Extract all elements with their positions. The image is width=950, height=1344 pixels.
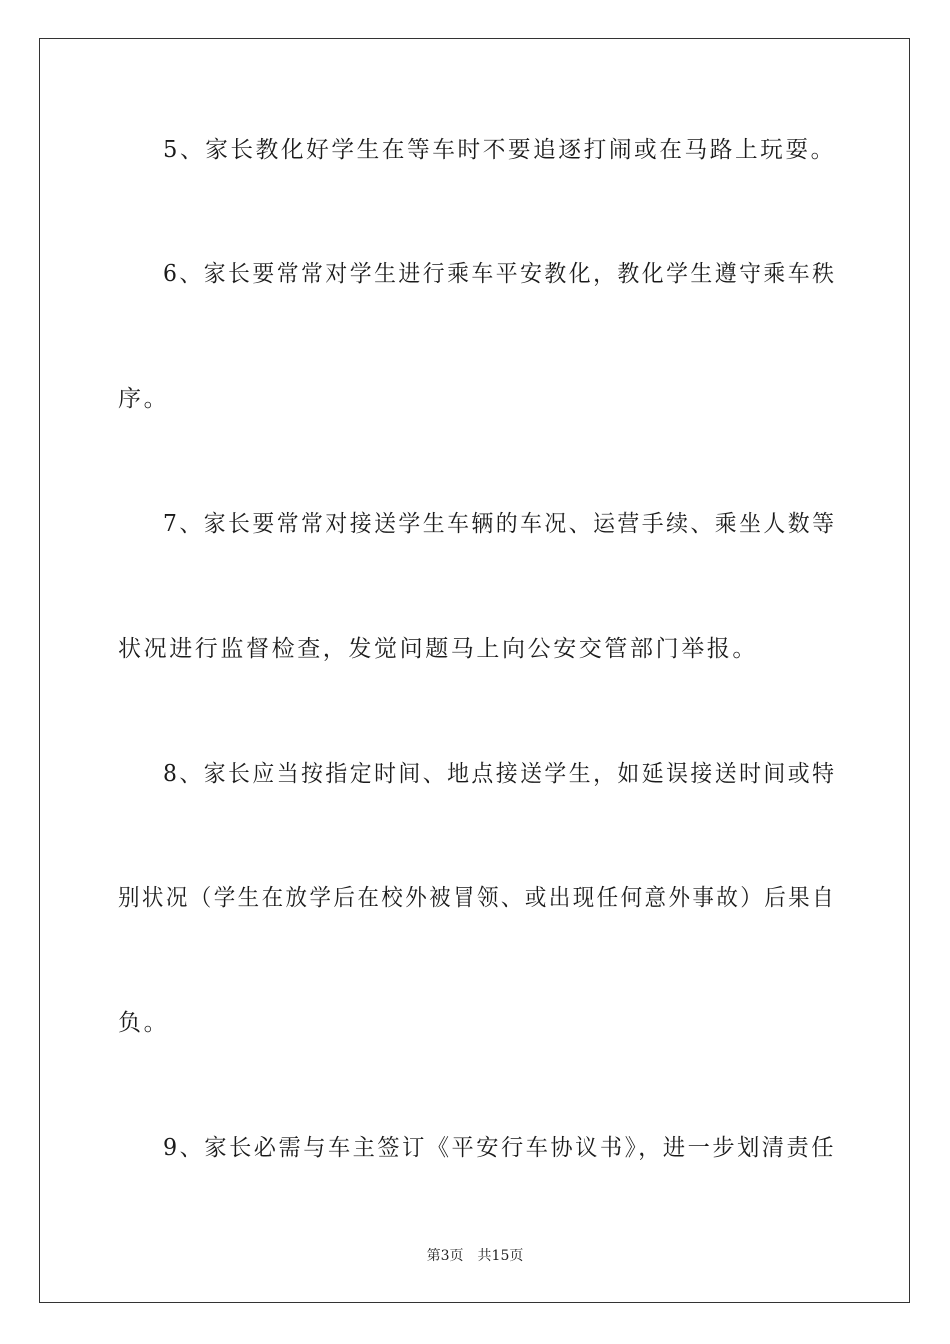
total-pages: 共15页 [477, 1248, 524, 1264]
paragraph-8-line-2: 别状况（学生在放学后在校外被冒领、或出现任何意外事故）后果自 [118, 885, 837, 911]
paragraph-7-line-2: 状况进行监督检查，发觉问题马上向公安交管部门举报。 [118, 636, 758, 662]
paragraph-7-line-1: 7、家长要常常对接送学生车辆的车况、运营手续、乘坐人数等 [163, 511, 837, 537]
paragraph-5-line-1: 5、家长教化好学生在等车时不要追逐打闹或在马路上玩耍。 [163, 137, 836, 163]
page-border [39, 38, 910, 1303]
paragraph-6-line-1: 6、家长要常常对学生进行乘车平安教化，教化学生遵守乘车秩 [163, 261, 837, 287]
paragraph-8-line-3: 负。 [118, 1010, 170, 1036]
paragraph-9-line-1: 9、家长必需与车主签订《平安行车协议书》，进一步划清责任 [163, 1135, 836, 1161]
paragraph-6-line-2: 序。 [118, 386, 170, 412]
page-footer [0, 1246, 950, 1266]
page-number: 第3页 [426, 1248, 464, 1264]
paragraph-8-line-1: 8、家长应当按指定时间、地点接送学生，如延误接送时间或特 [163, 761, 837, 787]
